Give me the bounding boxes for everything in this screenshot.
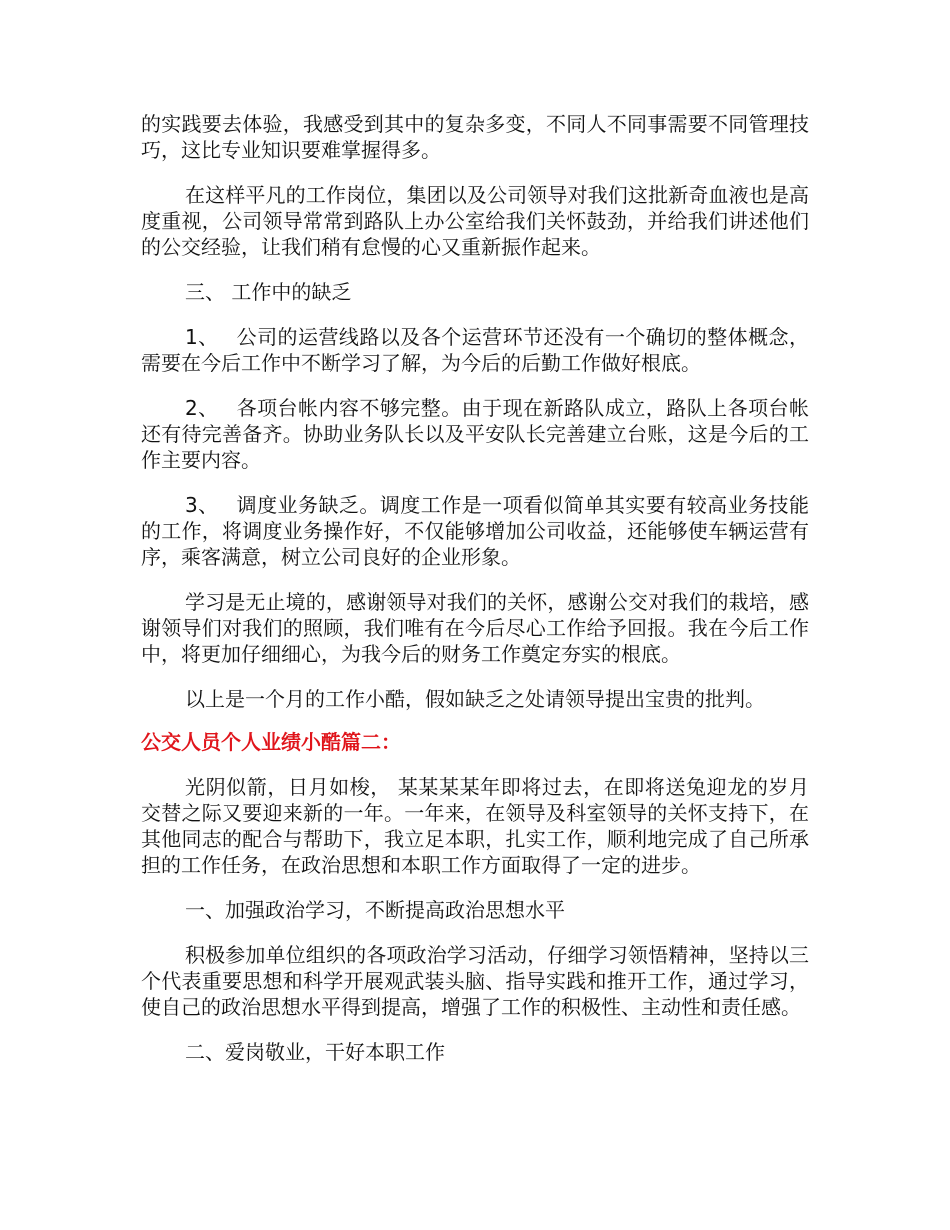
list-text-3: 调度业务缺乏。调度工作是一项看似简单其实要有较高业务技能的工作，将调度业务操作好，不仅能够增加公司收益，还能够使车辆运营有序，乘客满意，树立公司良好的企业形象。 (141, 493, 809, 569)
section-heading-shortcomings: 三、 工作中的缺乏 (185, 280, 352, 304)
list-number-1: 1、 (185, 325, 219, 349)
list-text-1: 公司的运营线路以及各个运营环节还没有一个确切的整体概念，需要在今后工作中不断学习了解，为今后的后勤工作做好根底。 (141, 325, 809, 375)
subheading-job: 二、爱岗敬业，干好本职工作 (185, 1040, 445, 1064)
subheading-politics: 一、加强政治学习，不断提高政治思想水平 (185, 898, 565, 922)
list-item-3 (141, 492, 809, 570)
article-heading-part-two: 公交人员个人业绩小酷篇二： (141, 730, 401, 754)
paragraph-closing: 以上是一个月的工作小酷，假如缺乏之处请领导提出宝贵的批判。 (185, 687, 765, 711)
list-item-2 (141, 395, 809, 473)
paragraph-leadership: 在这样平凡的工作岗位，集团以及公司领导对我们这批新奇血液也是高度重视，公司领导常常到路队上办公室给我们关怀鼓劲，并给我们讲述他们的公交经验，让我们稍有怠慢的心又重新振作起来。 (141, 183, 809, 259)
paragraph-continuation: 的实践要去体验，我感受到其中的复杂多变，不同人不同事需要不同管理技巧，这比专业知识要难掌握得多。 (141, 112, 809, 162)
paragraph-politics: 积极参加单位组织的各项政治学习活动，仔细学习领悟精神，坚持以三个代表重要思想和科学开展观武装头脑、指导实践和推开工作，通过学习，使自己的政治思想水平得到提高，增强了工作的积极性、主动性和责任感。 (141, 943, 809, 1019)
list-number-2: 2、 (185, 396, 219, 420)
paragraph-study: 学习是无止境的，感谢领导对我们的关怀，感谢公交对我们的栽培，感谢领导们对我们的照顾，我们唯有在今后尽心工作给予回报。我在今后工作中，将更加仔细细心，为我今后的财务工作奠定夯实的根底。 (141, 590, 809, 666)
list-text-2: 各项台帐内容不够完整。由于现在新路队成立，路队上各项台帐还有待完善备齐。协助业务队长以及平安队长完善建立台账，这是今后的工作主要内容。 (141, 396, 809, 472)
paragraph-intro: 光阴似箭，日月如梭， 某某某某年即将过去，在即将送兔迎龙的岁月交替之际又要迎来新的一年。一年来，在领导及科室领导的关怀支持下，在其他同志的配合与帮助下，我立足本职，扎实工作，顺利地完成了自己所承担的工作任务，在政治思想和本职工作方面取得了一定的进步。 (141, 775, 809, 877)
document-body (141, 111, 809, 1065)
list-number-3: 3、 (185, 493, 219, 517)
list-item-1 (141, 324, 809, 376)
